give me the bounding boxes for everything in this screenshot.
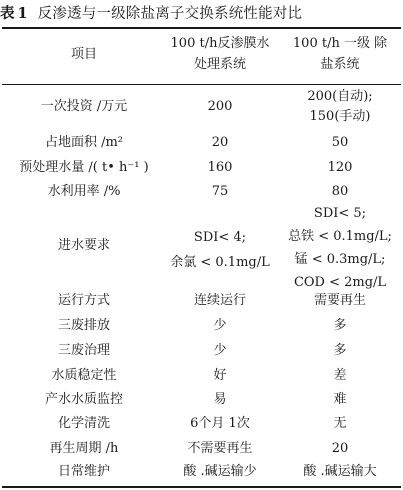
header-ro-line1: 100 t/h反渗膜水 bbox=[170, 36, 270, 51]
table-caption: 反渗透与一级除盐离子交换系统性能对比 bbox=[37, 6, 303, 22]
top-rule bbox=[2, 27, 401, 29]
row-item: 再生周期 /h bbox=[49, 441, 119, 456]
table-title bbox=[0, 3, 403, 25]
header-ro-line2: 处理系统 bbox=[193, 57, 246, 72]
ix-line: 锰 < 0.3mg/L; bbox=[294, 252, 386, 267]
ix-line: 总铁 < 0.1mg/L; bbox=[288, 229, 392, 244]
row-ro-value: 160 bbox=[207, 160, 233, 175]
ix-line: SDI< 5; bbox=[313, 206, 367, 221]
row-item: 水质稳定性 bbox=[51, 368, 117, 383]
row-ix-value: 酸 .碱运输大 bbox=[303, 464, 377, 479]
header-ix-system bbox=[278, 33, 402, 75]
row-item: 化学清洗 bbox=[57, 416, 110, 431]
row-item: 预处理水量 /( t• h⁻¹ ) bbox=[19, 160, 149, 175]
row-ro-value: 不需要再生 bbox=[187, 441, 253, 456]
row-ix-value: 120 bbox=[327, 160, 353, 175]
row-ro-value: 好 bbox=[213, 368, 227, 383]
bottom-rule bbox=[2, 486, 401, 488]
row-item: 运行方式 bbox=[57, 293, 110, 308]
row-item: 占地面积 /m² bbox=[44, 135, 124, 150]
row-ix-value: 80 bbox=[331, 184, 349, 199]
row-ro-value: 少 bbox=[213, 318, 227, 333]
ix-line: 200(自动); bbox=[307, 89, 373, 104]
row-ro-value: 20 bbox=[211, 135, 229, 150]
row-ro-value bbox=[160, 225, 280, 275]
header-item: 项目 bbox=[70, 47, 97, 62]
row-ro-value: 200 bbox=[207, 99, 233, 114]
row-ix-value: 需要再生 bbox=[313, 293, 366, 308]
row-ro-value: 75 bbox=[211, 184, 229, 199]
row-item: 产水水质监控 bbox=[44, 392, 123, 407]
ix-line: COD < 2mg/L bbox=[293, 275, 387, 290]
row-ro-value: 易 bbox=[213, 392, 227, 407]
row-ix-value: 多 bbox=[333, 343, 347, 358]
row-ix-value: 差 bbox=[333, 368, 347, 383]
header-ix-line2: 盐系统 bbox=[320, 57, 360, 72]
row-ro-value: 酸 .碱运输少 bbox=[183, 464, 257, 479]
header-ro-system bbox=[160, 33, 280, 75]
ro-line: 余氯 < 0.1mg/L bbox=[170, 255, 270, 270]
row-ix-value: 20 bbox=[331, 441, 349, 456]
row-item: 进水要求 bbox=[57, 238, 110, 253]
row-ix-value: 50 bbox=[331, 135, 349, 150]
row-ix-value bbox=[278, 87, 402, 127]
ix-line: 150(手动) bbox=[309, 109, 371, 124]
row-ix-value: 多 bbox=[333, 318, 347, 333]
row-item: 水利用率 /% bbox=[47, 184, 121, 199]
row-ix-value: 无 bbox=[333, 416, 347, 431]
ro-line: SDI< 4; bbox=[193, 230, 247, 245]
table-number: 1 bbox=[17, 5, 28, 22]
row-ro-value: 少 bbox=[213, 343, 227, 358]
row-ro-value: 连续运行 bbox=[193, 293, 246, 308]
row-ix-value bbox=[278, 202, 402, 294]
row-item: 三废排放 bbox=[57, 318, 110, 333]
row-item: 日常维护 bbox=[57, 464, 110, 479]
table-label: 表 bbox=[0, 5, 15, 22]
header-ix-line1: 100 t/h 一级 除 bbox=[292, 36, 388, 51]
header-rule bbox=[2, 84, 401, 85]
row-item: 三废治理 bbox=[57, 343, 110, 358]
row-item: 一次投资 /万元 bbox=[40, 99, 128, 114]
row-ix-value: 难 bbox=[333, 392, 347, 407]
row-ro-value: 6个月 1次 bbox=[190, 416, 250, 431]
